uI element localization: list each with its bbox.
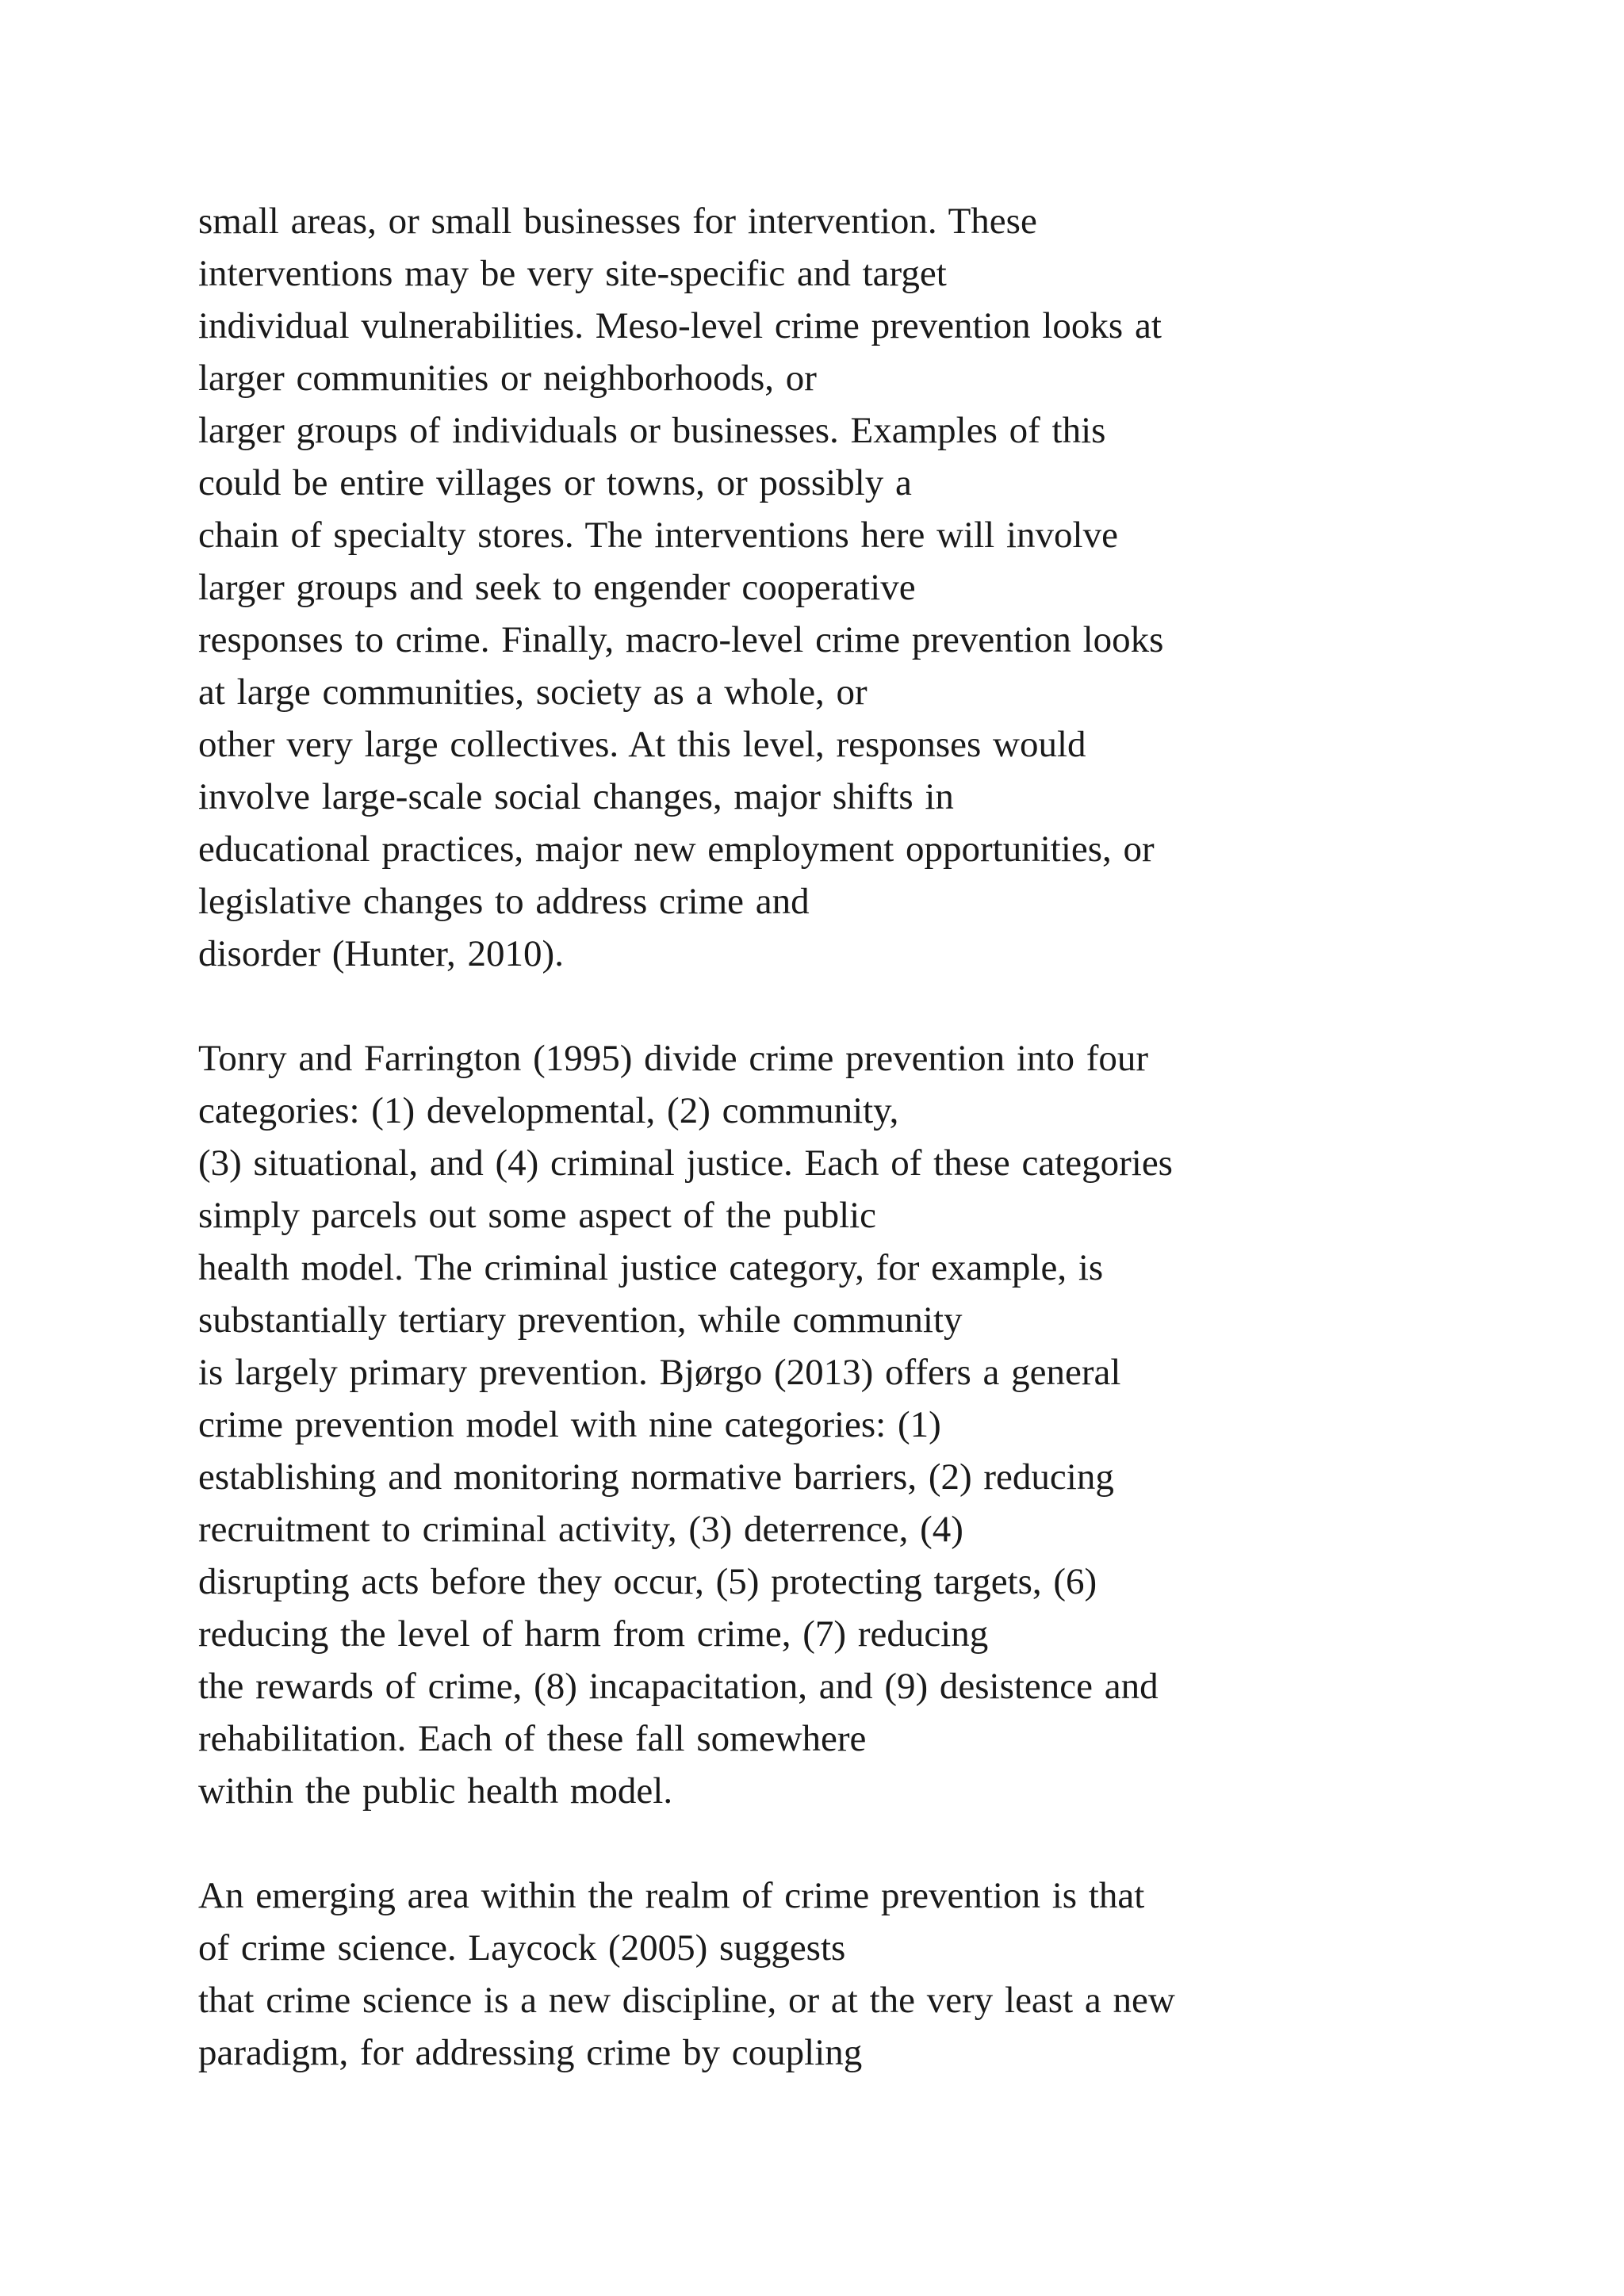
text-line: paradigm, for addressing crime by coupling [198, 2032, 863, 2073]
text-line: disorder (Hunter, 2010). [198, 933, 564, 974]
text-line: involve large-scale social changes, major shifts in [198, 776, 954, 817]
text-line: larger communities or neighborhoods, or [198, 358, 817, 399]
text-line: substantially tertiary prevention, while community [198, 1299, 963, 1341]
paragraph-gap [198, 1817, 1507, 1869]
text-line: the rewards of crime, (8) incapacitation, and (9) desistence and [198, 1666, 1159, 1707]
text-line: small areas, or small businesses for intervention. These [198, 201, 1037, 242]
text-line: within the public health model. [198, 1770, 673, 1812]
text-line: (3) situational, and (4) criminal justice. Each of these categories [198, 1142, 1173, 1184]
text-line: simply parcels out some aspect of the public [198, 1195, 877, 1236]
text-line: rehabilitation. Each of these fall somewhere [198, 1718, 867, 1759]
paragraph-2 [198, 1032, 1507, 1817]
text-line: of crime science. Laycock (2005) suggests [198, 1927, 846, 1969]
text-line: An emerging area within the realm of crime prevention is that [198, 1875, 1145, 1916]
text-line: legislative changes to address crime and [198, 881, 810, 922]
text-line: that crime science is a new discipline, or at the very least a new [198, 1980, 1175, 2021]
text-line: crime prevention model with nine categories: (1) [198, 1404, 941, 1445]
paragraph-3 [198, 1869, 1507, 2079]
text-line: individual vulnerabilities. Meso-level crime prevention looks at [198, 305, 1162, 346]
text-line: recruitment to criminal activity, (3) deterrence, (4) [198, 1509, 963, 1550]
text-line: Tonry and Farrington (1995) divide crime prevention into four [198, 1038, 1149, 1079]
text-line: educational practices, major new employment opportunities, or [198, 828, 1155, 870]
text-line: disrupting acts before they occur, (5) protecting targets, (6) [198, 1561, 1097, 1602]
text-line: is largely primary prevention. Bjørgo (2013) offers a general [198, 1352, 1121, 1393]
text-line: responses to crime. Finally, macro-level crime prevention looks [198, 619, 1164, 660]
text-line: other very large collectives. At this level, responses would [198, 724, 1086, 765]
text-line: reducing the level of harm from crime, (7) reducing [198, 1613, 989, 1655]
text-line: larger groups and seek to engender cooperative [198, 567, 916, 608]
paragraph-1 [198, 195, 1507, 980]
text-line: chain of specialty stores. The interventions here will involve [198, 515, 1118, 556]
text-line: health model. The criminal justice category, for example, is [198, 1247, 1104, 1288]
text-line: interventions may be very site-specific and target [198, 253, 947, 294]
text-line: could be entire villages or towns, or possibly a [198, 462, 912, 503]
text-line: larger groups of individuals or businesses. Examples of this [198, 410, 1106, 451]
body-text [198, 195, 1507, 2079]
text-line: at large communities, society as a whole, or [198, 672, 868, 713]
text-line: establishing and monitoring normative barriers, (2) reducing [198, 1456, 1114, 1498]
paragraph-gap [198, 980, 1507, 1032]
text-line: categories: (1) developmental, (2) community, [198, 1090, 899, 1131]
